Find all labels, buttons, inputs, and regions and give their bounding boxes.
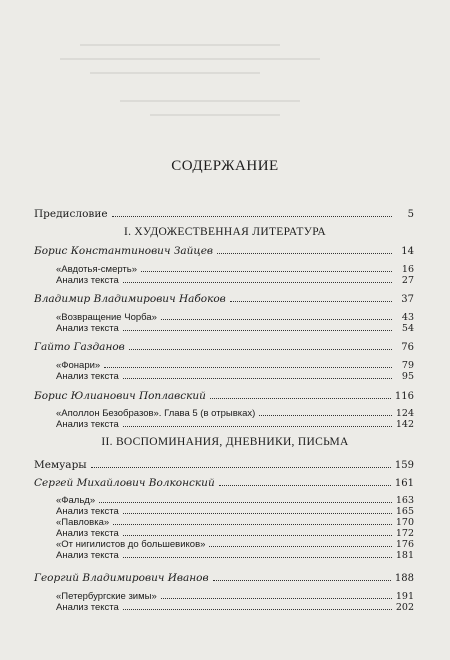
leader-dots	[113, 524, 392, 525]
toc-page-number: 76	[401, 342, 414, 353]
author-name: Георгий Владимирович Иванов	[34, 572, 209, 584]
toc-sub-entry[interactable]	[34, 274, 414, 288]
toc-author-entry[interactable]	[34, 476, 414, 490]
toc-author-entry[interactable]	[34, 571, 414, 585]
toc-page-number: 176	[395, 539, 414, 550]
author-name: Борис Юлианович Поплавский	[34, 390, 206, 402]
toc-entry-preface[interactable]	[34, 207, 414, 221]
toc-author-entry[interactable]	[34, 292, 414, 306]
toc-page-number: 116	[394, 391, 414, 402]
section-heading: I. ХУДОЖЕСТВЕННАЯ ЛИТЕРАТУРА	[123, 226, 327, 238]
toc-label: «Аполлон Безобразов». Глава 5 (в отрывках)	[56, 408, 256, 419]
toc-author-entry[interactable]	[34, 244, 414, 258]
toc-page-number: 79	[401, 360, 414, 371]
toc-label: Предисловие	[34, 208, 108, 220]
toc-page-number: 14	[401, 246, 414, 257]
toc-label: Анализ текста	[56, 275, 119, 286]
leader-dots	[123, 535, 392, 536]
leader-dots	[123, 557, 392, 558]
leader-dots	[91, 467, 391, 468]
toc-sub-entry[interactable]	[34, 322, 414, 336]
toc-sub-entry[interactable]	[34, 370, 414, 384]
toc-label: «Авдотья-смерть»	[56, 264, 138, 275]
toc-label: Анализ текста	[56, 419, 119, 430]
leader-dots	[230, 301, 392, 302]
toc-page-number: 124	[395, 408, 414, 419]
toc-sub-entry[interactable]	[34, 601, 414, 615]
toc-page-number: 191	[395, 591, 414, 602]
toc-page-number: 188	[394, 573, 414, 584]
toc-label: «От нигилистов до большевиков»	[56, 539, 206, 550]
toc-page-number: 54	[401, 323, 414, 334]
toc-page-number: 163	[395, 495, 414, 506]
toc-page-number: 202	[395, 602, 414, 613]
toc-page-number: 172	[395, 528, 414, 539]
leader-dots	[112, 216, 392, 217]
toc-author-entry[interactable]	[34, 389, 414, 403]
toc-page-number: 27	[401, 275, 414, 286]
leader-dots	[99, 502, 392, 503]
leader-dots	[123, 378, 392, 379]
leader-dots	[123, 609, 392, 610]
author-name: Гайто Газданов	[34, 341, 125, 353]
leader-dots	[213, 580, 391, 581]
toc-page-number: 37	[401, 294, 414, 305]
toc-page-number: 165	[395, 506, 414, 517]
toc-page-number: 5	[407, 209, 414, 220]
leader-dots	[219, 485, 391, 486]
toc-page-number: 16	[401, 264, 414, 275]
toc-label: Анализ текста	[56, 528, 119, 539]
toc-page-number: 142	[395, 419, 414, 430]
leader-dots	[217, 253, 392, 254]
toc-page-number: 95	[401, 371, 414, 382]
leader-dots	[161, 319, 392, 320]
toc-label: «Фонари»	[56, 360, 101, 371]
toc-label: «Павловка»	[56, 517, 110, 528]
leader-dots	[129, 349, 392, 350]
toc-page-number: 181	[395, 550, 414, 561]
bleed-through-line	[90, 72, 260, 74]
bleed-through-line	[150, 114, 280, 116]
toc-label: «Петербургские зимы»	[56, 591, 157, 602]
section-heading: II. ВОСПОМИНАНИЯ, ДНЕВНИКИ, ПИСЬМА	[101, 436, 349, 448]
toc-label: Анализ текста	[56, 506, 119, 517]
toc-label: «Фальд»	[56, 495, 96, 506]
toc-label: Анализ текста	[56, 602, 119, 613]
leader-dots	[123, 282, 392, 283]
leader-dots	[123, 426, 392, 427]
toc-author-entry[interactable]	[34, 340, 414, 354]
toc-entry-memoirs[interactable]	[34, 458, 414, 472]
toc-page-number: 159	[394, 460, 414, 471]
leader-dots	[123, 330, 392, 331]
toc-label: Анализ текста	[56, 550, 119, 561]
leader-dots	[259, 415, 392, 416]
author-name: Сергей Михайлович Волконский	[34, 477, 215, 489]
toc-label: Анализ текста	[56, 323, 119, 334]
author-name: Владимир Владимирович Набоков	[34, 293, 226, 305]
toc-sub-entry[interactable]	[34, 418, 414, 432]
toc-label: «Возвращение Чорба»	[56, 312, 157, 323]
bleed-through-line	[80, 44, 280, 46]
page-title: СОДЕРЖАНИЕ	[171, 158, 279, 174]
leader-dots	[123, 513, 392, 514]
toc-page-number: 161	[394, 478, 414, 489]
toc-page-number: 43	[401, 312, 414, 323]
leader-dots	[161, 598, 392, 599]
leader-dots	[209, 546, 391, 547]
leader-dots	[141, 271, 392, 272]
toc-label: Анализ текста	[56, 371, 119, 382]
bleed-through-line	[120, 100, 300, 102]
leader-dots	[104, 367, 392, 368]
toc-label: Мемуары	[34, 459, 87, 471]
author-name: Борис Константинович Зайцев	[34, 245, 214, 257]
toc-page-number: 170	[395, 517, 414, 528]
bleed-through-line	[60, 58, 320, 60]
toc-sub-entry[interactable]	[34, 549, 414, 563]
leader-dots	[210, 398, 391, 399]
